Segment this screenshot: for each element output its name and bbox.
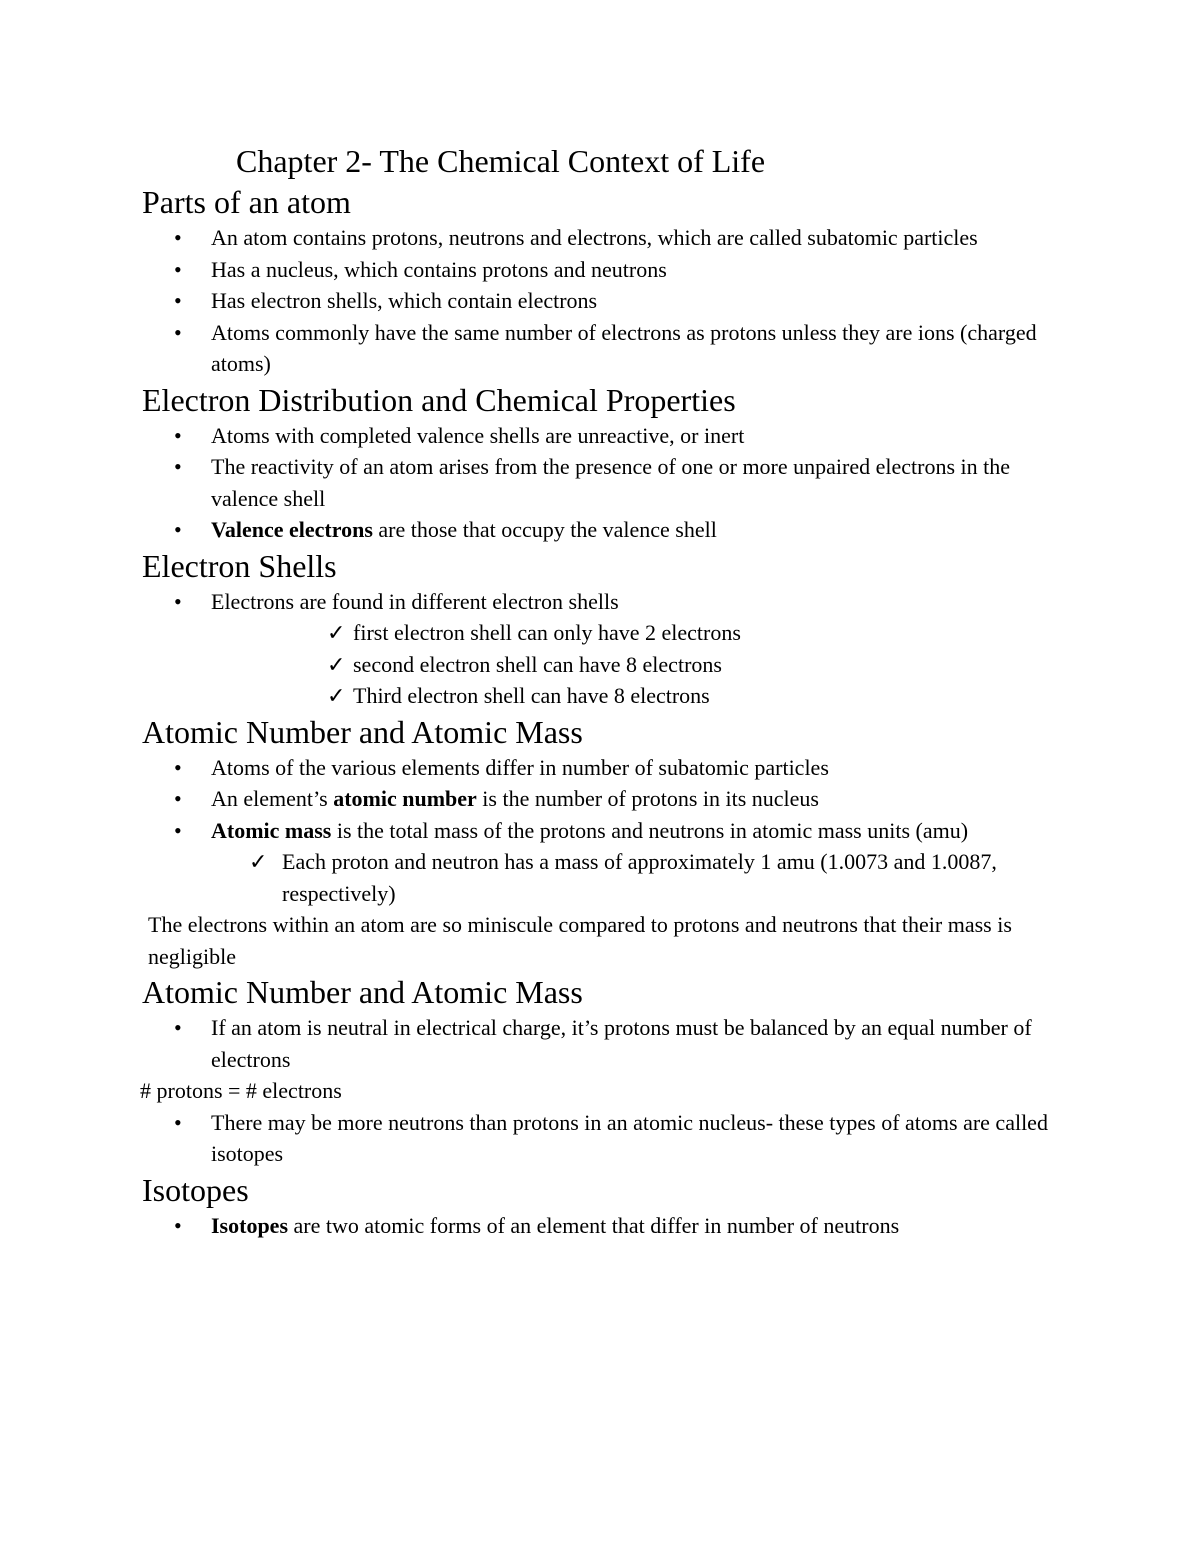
check-item-text: first electron shell can only have 2 electrons	[353, 620, 741, 645]
list-item-text: Atoms commonly have the same number of electrons as protons unless they are ions (charged atoms)	[211, 319, 1037, 376]
list-item-text: are those that occupy the valence shell	[372, 517, 717, 542]
list-item-text: Electrons are found in different electron shells	[211, 588, 619, 614]
bullet-icon: •	[174, 319, 182, 345]
bold-term: Valence electrons	[211, 517, 373, 542]
list-item-text: The reactivity of an atom arises from the presence of one or more unpaired electrons in the valence shell	[211, 454, 1011, 511]
list-item-text: are two atomic forms of an element that differ in number of neutrons	[288, 1212, 900, 1238]
bullet-list	[142, 420, 1062, 546]
section-electron-distribution	[142, 380, 1062, 546]
checkmark-icon: ✓	[327, 651, 346, 677]
list-item-text: Atoms of the various elements differ in number of subatomic particles	[211, 754, 829, 780]
bold-term: Isotopes	[211, 1212, 289, 1238]
bullet-icon: •	[174, 454, 182, 479]
section-heading: Atomic Number and Atomic Mass	[142, 713, 583, 750]
check-list	[142, 846, 1062, 909]
list-item-text: If an atom is neutral in electrical charge, it’s protons must be balanced by an equal number of electrons	[211, 1015, 1032, 1072]
bullet-icon: •	[174, 1109, 182, 1135]
section-heading: Isotopes	[142, 1171, 249, 1208]
bullet-list	[142, 586, 1062, 618]
check-item	[142, 846, 1062, 909]
check-item	[142, 680, 1062, 712]
list-item	[142, 1210, 1062, 1242]
bullet-icon: •	[174, 256, 182, 282]
section-electron-shells	[142, 546, 1062, 712]
bullet-icon: •	[174, 288, 182, 313]
list-item	[142, 451, 1062, 514]
bullet-icon: •	[174, 1015, 182, 1040]
list-item-text: Has a nucleus, which contains protons and neutrons	[211, 256, 667, 282]
check-list	[142, 617, 1062, 712]
list-item	[142, 752, 1062, 784]
list-item	[142, 514, 1062, 546]
list-item	[142, 783, 1062, 815]
bullet-icon: •	[174, 517, 182, 542]
list-item	[142, 285, 1062, 317]
checkmark-icon: ✓	[249, 849, 268, 874]
equation-line: # protons = # electrons	[140, 1078, 342, 1103]
bullet-icon: •	[174, 754, 182, 780]
bullet-icon: •	[174, 225, 182, 250]
list-item-text: Atoms with completed valence shells are unreactive, or inert	[211, 422, 745, 448]
document-page	[142, 140, 1062, 1241]
section-heading: Atomic Number and Atomic Mass	[142, 974, 583, 1010]
check-item-text: Third electron shell can have 8 electrons	[353, 683, 710, 708]
list-item	[142, 1012, 1062, 1075]
document-title: Chapter 2- The Chemical Context of Life	[236, 143, 766, 179]
checkmark-icon: ✓	[327, 683, 346, 708]
bold-term: Atomic mass	[211, 817, 332, 843]
list-item	[142, 420, 1062, 452]
list-item-text: Has electron shells, which contain electrons	[211, 288, 598, 313]
list-item-text: is the total mass of the protons and neutrons in atomic mass units (amu)	[331, 817, 969, 843]
list-item	[142, 815, 1062, 847]
list-item-text: is the number of protons in its nucleus	[476, 786, 819, 811]
bullet-list	[142, 1210, 1062, 1242]
section-heading: Electron Shells	[142, 547, 337, 584]
list-item-text: There may be more neutrons than protons in an atomic nucleus- these types of atoms are called isotopes	[211, 1109, 1048, 1166]
bullet-icon: •	[174, 817, 182, 843]
list-item	[142, 317, 1062, 380]
check-item-text: second electron shell can have 8 electrons	[353, 651, 722, 677]
checkmark-icon: ✓	[327, 620, 346, 645]
section-heading: Electron Distribution and Chemical Properties	[142, 381, 736, 418]
list-item	[142, 1107, 1062, 1170]
bold-term: atomic number	[333, 786, 477, 811]
bullet-icon: •	[174, 588, 182, 614]
check-item	[142, 617, 1062, 649]
list-item-text: An element’s	[211, 786, 334, 811]
section-atomic-number-mass	[142, 712, 1062, 973]
bullet-list	[142, 1107, 1062, 1170]
bullet-icon: •	[174, 786, 182, 811]
list-item	[142, 254, 1062, 286]
list-item-text: An atom contains protons, neutrons and electrons, which are called subatomic particles	[211, 225, 978, 250]
bullet-list	[142, 222, 1062, 380]
bullet-icon: •	[174, 422, 182, 448]
bullet-icon: •	[174, 1212, 182, 1238]
list-item	[142, 222, 1062, 254]
section-isotopes	[142, 1170, 1062, 1242]
check-item-text: Each proton and neutron has a mass of approximately 1 amu (1.0073 and 1.0087, respectively)	[282, 849, 997, 906]
paragraph: The electrons within an atom are so miniscule compared to protons and neutrons that their mass is negligible	[148, 912, 1012, 969]
bullet-list	[142, 1012, 1062, 1075]
section-parts-of-atom	[142, 182, 1062, 380]
bullet-list	[142, 752, 1062, 847]
section-heading: Parts of an atom	[142, 184, 351, 220]
check-item	[142, 649, 1062, 681]
section-atomic-number-mass-2	[142, 972, 1062, 1170]
list-item	[142, 586, 1062, 618]
